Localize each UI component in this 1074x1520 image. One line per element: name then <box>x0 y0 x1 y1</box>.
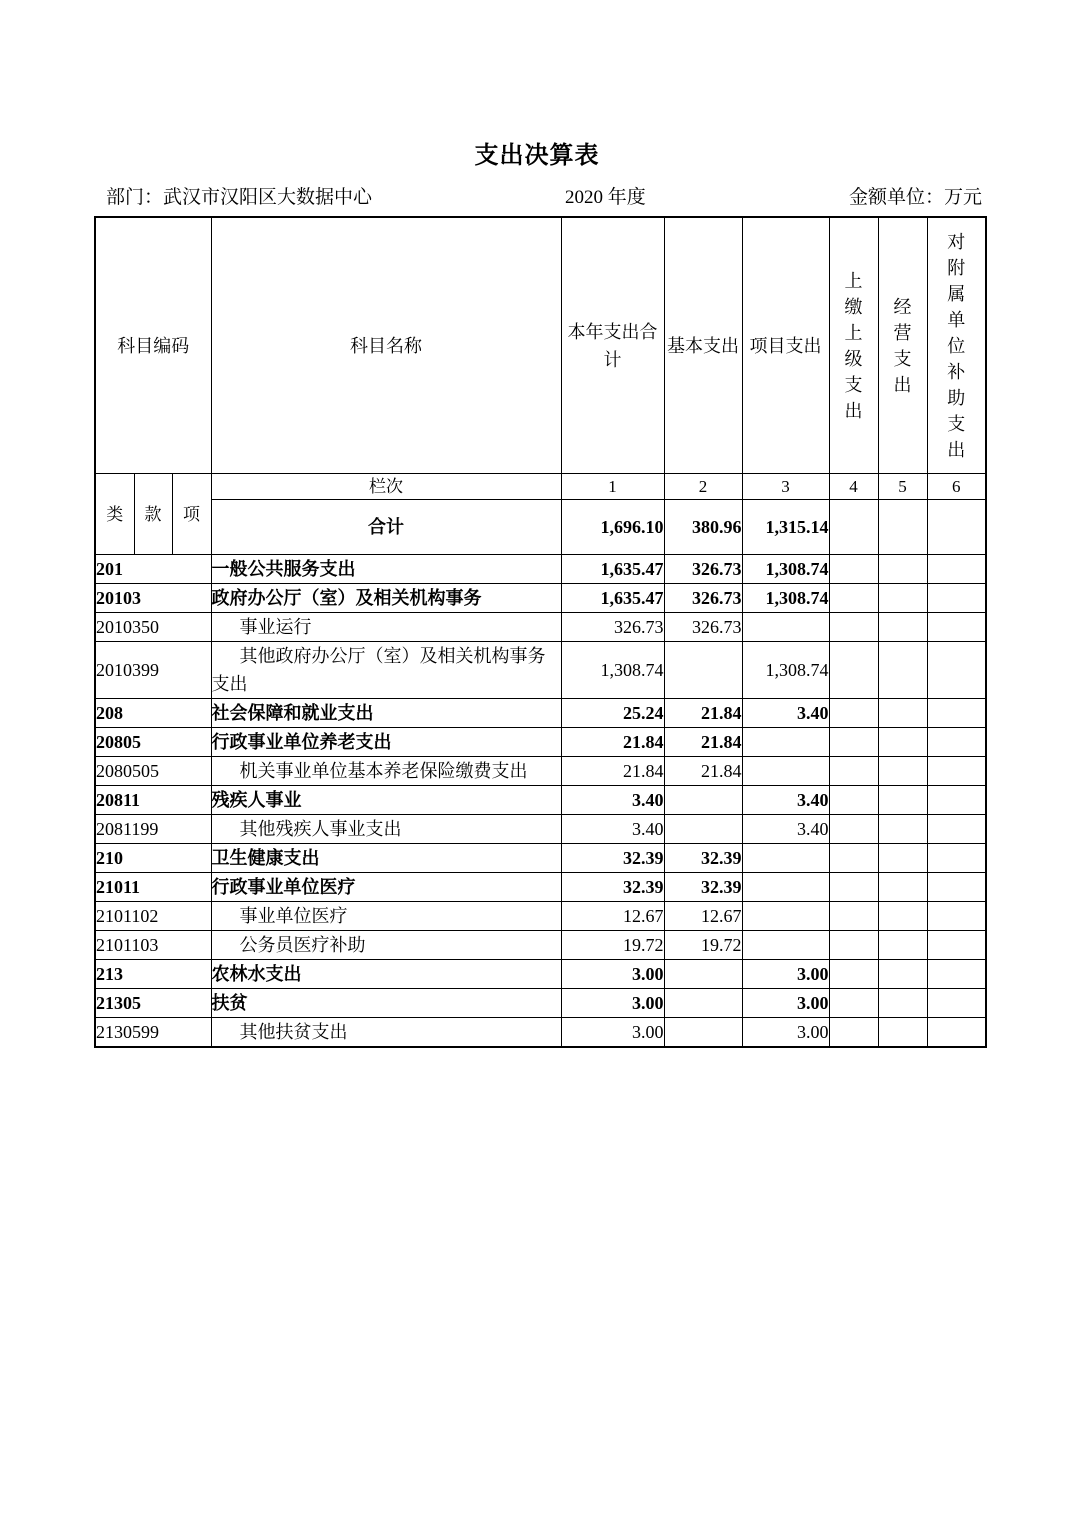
table-row <box>95 931 986 960</box>
amount-operating-cell <box>878 757 927 786</box>
amount-total-cell: 1,635.47 <box>561 584 664 613</box>
column-number: 3 <box>742 474 829 500</box>
amount-project-cell: 3.00 <box>742 989 829 1018</box>
code-part-class: 类 <box>95 474 134 555</box>
expenditure-table <box>94 216 987 1048</box>
name-cell: 社会保障和就业支出 <box>211 699 561 728</box>
amount-total-cell: 1,635.47 <box>561 555 664 584</box>
amount-basic-cell: 21.84 <box>664 699 742 728</box>
column-index-row <box>95 474 986 500</box>
header-subsidy-expenditure <box>927 217 986 474</box>
amount-basic-cell <box>664 786 742 815</box>
meta-period: 2020 年度 <box>565 187 646 208</box>
code-cell: 2101103 <box>95 931 211 960</box>
name-cell: 公务员医疗补助 <box>211 931 561 960</box>
name-cell: 其他扶贫支出 <box>211 1018 561 1048</box>
amount-subsidy-cell <box>927 500 986 555</box>
amount-subsidy-cell <box>927 931 986 960</box>
amount-total-cell: 3.00 <box>561 960 664 989</box>
header-subject-name: 科目名称 <box>211 217 561 474</box>
name-cell: 一般公共服务支出 <box>211 555 561 584</box>
meta-department: 部门：武汉市汉阳区大数据中心 <box>106 187 373 208</box>
amount-project-cell <box>742 902 829 931</box>
amount-total-cell: 12.67 <box>561 902 664 931</box>
table-row <box>95 902 986 931</box>
amount-operating-cell <box>878 844 927 873</box>
page-title: 支出决算表 <box>474 142 600 169</box>
amount-project-cell: 3.40 <box>742 699 829 728</box>
amount-project-cell: 1,308.74 <box>742 642 829 699</box>
amount-total-cell: 21.84 <box>561 757 664 786</box>
table-header-row <box>95 217 986 474</box>
code-cell: 2130599 <box>95 1018 211 1048</box>
code-cell: 20811 <box>95 786 211 815</box>
amount-upper-cell <box>829 555 878 584</box>
amount-total-cell: 3.40 <box>561 786 664 815</box>
code-cell: 208 <box>95 699 211 728</box>
amount-operating-cell <box>878 642 927 699</box>
amount-subsidy-cell <box>927 613 986 642</box>
amount-basic-cell: 21.84 <box>664 728 742 757</box>
amount-basic-cell: 32.39 <box>664 844 742 873</box>
code-cell: 21305 <box>95 989 211 1018</box>
amount-subsidy-cell <box>927 699 986 728</box>
table-row <box>95 757 986 786</box>
code-cell: 20805 <box>95 728 211 757</box>
amount-subsidy-cell <box>927 989 986 1018</box>
amount-project-cell: 3.00 <box>742 960 829 989</box>
vertical-header-text: 对附属单位补助支出 <box>947 231 966 460</box>
name-cell: 行政事业单位养老支出 <box>211 728 561 757</box>
amount-upper-cell <box>829 642 878 699</box>
amount-operating-cell <box>878 584 927 613</box>
table-row <box>95 1018 986 1048</box>
amount-subsidy-cell <box>927 584 986 613</box>
amount-operating-cell <box>878 931 927 960</box>
amount-upper-cell <box>829 500 878 555</box>
column-number: 1 <box>561 474 664 500</box>
code-cell: 201 <box>95 555 211 584</box>
name-cell: 机关事业单位基本养老保险缴费支出 <box>211 757 561 786</box>
amount-subsidy-cell <box>927 815 986 844</box>
amount-basic-cell: 326.73 <box>664 584 742 613</box>
name-cell: 其他残疾人事业支出 <box>211 815 561 844</box>
amount-upper-cell <box>829 989 878 1018</box>
amount-subsidy-cell <box>927 728 986 757</box>
table-row <box>95 699 986 728</box>
code-part-section: 款 <box>134 474 172 555</box>
meta-unit: 金额单位：万元 <box>848 187 982 208</box>
amount-project-cell: 1,315.14 <box>742 500 829 555</box>
amount-basic-cell: 326.73 <box>664 555 742 584</box>
name-cell: 事业单位医疗 <box>211 902 561 931</box>
code-cell: 2010399 <box>95 642 211 699</box>
meta-row <box>0 184 1074 212</box>
amount-total-cell: 32.39 <box>561 844 664 873</box>
name-cell: 残疾人事业 <box>211 786 561 815</box>
amount-total-cell: 21.84 <box>561 728 664 757</box>
amount-subsidy-cell <box>927 757 986 786</box>
amount-operating-cell <box>878 902 927 931</box>
amount-basic-cell: 32.39 <box>664 873 742 902</box>
amount-basic-cell: 21.84 <box>664 757 742 786</box>
amount-project-cell <box>742 873 829 902</box>
amount-subsidy-cell <box>927 844 986 873</box>
amount-project-cell <box>742 728 829 757</box>
amount-subsidy-cell <box>927 786 986 815</box>
code-cell: 213 <box>95 960 211 989</box>
amount-upper-cell <box>829 786 878 815</box>
amount-basic-cell <box>664 989 742 1018</box>
code-cell: 2081199 <box>95 815 211 844</box>
table-row <box>95 642 986 699</box>
amount-subsidy-cell <box>927 642 986 699</box>
amount-operating-cell <box>878 555 927 584</box>
table-row <box>95 873 986 902</box>
column-number: 4 <box>829 474 878 500</box>
amount-project-cell <box>742 757 829 786</box>
amount-upper-cell <box>829 815 878 844</box>
code-cell: 21011 <box>95 873 211 902</box>
code-cell: 210 <box>95 844 211 873</box>
amount-total-cell: 3.40 <box>561 815 664 844</box>
amount-subsidy-cell <box>927 1018 986 1048</box>
name-cell: 卫生健康支出 <box>211 844 561 873</box>
name-cell: 其他政府办公厅（室）及相关机构事务支出 <box>211 642 561 699</box>
header-basic-expenditure: 基本支出 <box>664 217 742 474</box>
amount-total-cell: 3.00 <box>561 989 664 1018</box>
amount-operating-cell <box>878 699 927 728</box>
amount-subsidy-cell <box>927 960 986 989</box>
header-project-expenditure: 项目支出 <box>742 217 829 474</box>
amount-project-cell: 1,308.74 <box>742 584 829 613</box>
name-cell: 行政事业单位医疗 <box>211 873 561 902</box>
vertical-header-text: 上缴上级支出 <box>844 270 863 421</box>
amount-basic-cell <box>664 815 742 844</box>
table-row <box>95 584 986 613</box>
table-row <box>95 960 986 989</box>
amount-project-cell <box>742 844 829 873</box>
grand-total-row <box>95 500 986 555</box>
amount-total-cell: 326.73 <box>561 613 664 642</box>
code-cell: 2010350 <box>95 613 211 642</box>
amount-basic-cell: 19.72 <box>664 931 742 960</box>
amount-basic-cell <box>664 1018 742 1048</box>
header-operating-expenditure <box>878 217 927 474</box>
amount-upper-cell <box>829 931 878 960</box>
amount-project-cell: 3.40 <box>742 815 829 844</box>
table-row <box>95 786 986 815</box>
amount-basic-cell <box>664 960 742 989</box>
amount-total-cell: 25.24 <box>561 699 664 728</box>
code-part-item: 项 <box>172 474 211 555</box>
table-row <box>95 728 986 757</box>
amount-operating-cell <box>878 786 927 815</box>
amount-upper-cell <box>829 1018 878 1048</box>
amount-upper-cell <box>829 757 878 786</box>
amount-total-cell: 32.39 <box>561 873 664 902</box>
name-cell: 政府办公厅（室）及相关机构事务 <box>211 584 561 613</box>
table-row <box>95 555 986 584</box>
header-total-expenditure: 本年支出合计 <box>561 217 664 474</box>
table-row <box>95 844 986 873</box>
amount-project-cell <box>742 931 829 960</box>
code-cell: 20103 <box>95 584 211 613</box>
amount-subsidy-cell <box>927 873 986 902</box>
amount-operating-cell <box>878 815 927 844</box>
amount-upper-cell <box>829 844 878 873</box>
amount-total-cell: 3.00 <box>561 1018 664 1048</box>
amount-basic-cell: 326.73 <box>664 613 742 642</box>
column-number: 2 <box>664 474 742 500</box>
amount-operating-cell <box>878 728 927 757</box>
amount-operating-cell <box>878 873 927 902</box>
table-row <box>95 815 986 844</box>
vertical-header-text: 经营支出 <box>893 296 912 395</box>
amount-operating-cell <box>878 960 927 989</box>
amount-project-cell: 3.40 <box>742 786 829 815</box>
column-number: 5 <box>878 474 927 500</box>
amount-operating-cell <box>878 989 927 1018</box>
amount-subsidy-cell <box>927 555 986 584</box>
amount-project-cell <box>742 613 829 642</box>
amount-subsidy-cell <box>927 902 986 931</box>
amount-upper-cell <box>829 584 878 613</box>
amount-upper-cell <box>829 960 878 989</box>
amount-total-cell: 19.72 <box>561 931 664 960</box>
table-row <box>95 613 986 642</box>
amount-operating-cell <box>878 613 927 642</box>
amount-total-cell: 1,696.10 <box>561 500 664 555</box>
amount-project-cell: 1,308.74 <box>742 555 829 584</box>
amount-basic-cell: 380.96 <box>664 500 742 555</box>
name-cell: 事业运行 <box>211 613 561 642</box>
amount-project-cell: 3.00 <box>742 1018 829 1048</box>
column-number: 6 <box>927 474 986 500</box>
amount-basic-cell: 12.67 <box>664 902 742 931</box>
total-label: 合计 <box>211 500 561 555</box>
name-cell: 扶贫 <box>211 989 561 1018</box>
header-upper-level-expenditure <box>829 217 878 474</box>
amount-operating-cell <box>878 1018 927 1048</box>
amount-operating-cell <box>878 500 927 555</box>
amount-upper-cell <box>829 873 878 902</box>
amount-basic-cell <box>664 642 742 699</box>
header-subject-code: 科目编码 <box>95 217 211 474</box>
amount-upper-cell <box>829 728 878 757</box>
code-cell: 2101102 <box>95 902 211 931</box>
amount-upper-cell <box>829 699 878 728</box>
lanci-label: 栏次 <box>211 474 561 500</box>
name-cell: 农林水支出 <box>211 960 561 989</box>
amount-upper-cell <box>829 902 878 931</box>
amount-upper-cell <box>829 613 878 642</box>
amount-total-cell: 1,308.74 <box>561 642 664 699</box>
code-cell: 2080505 <box>95 757 211 786</box>
table-row <box>95 989 986 1018</box>
